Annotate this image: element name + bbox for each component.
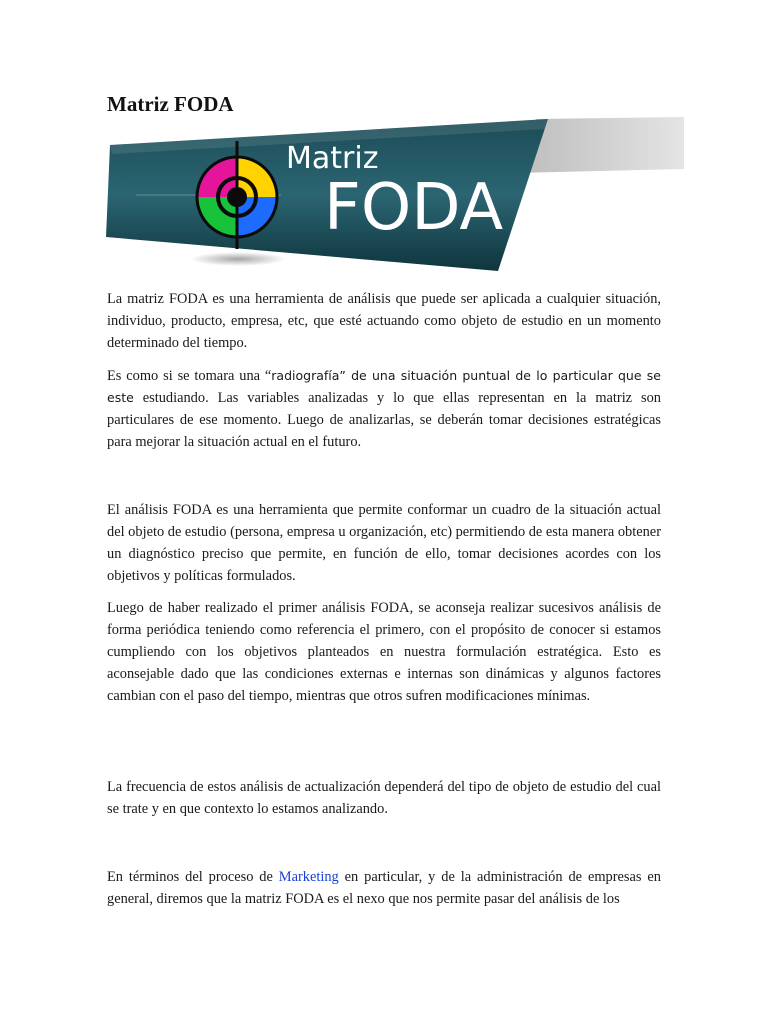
paragraph-intro: La matriz FODA es una herramienta de análisis que puede ser aplicada a cualquier situación, individuo, producto, empresa, etc, que esté actuando como objeto de estudio en un momento determinado del tiempo. <box>107 291 661 351</box>
banner-word-matriz: Matriz <box>286 141 379 176</box>
banner-word-foda: FODA <box>324 171 504 245</box>
paragraph-frecuencia: La frecuencia de estos análisis de actualización dependerá del tipo de objeto de estudio del cual se trate y en que contexto lo estamos analizando. <box>107 779 661 817</box>
page-title: Matriz FODA <box>107 92 234 116</box>
target-shadow <box>190 252 286 266</box>
matriz-foda-banner <box>106 117 686 273</box>
paragraph-radiografia-start: Es como si se tomara una “ <box>107 368 272 384</box>
paragraph-marketing-start: En términos del proceso de <box>107 869 279 885</box>
marketing-link[interactable]: Marketing <box>278 869 339 885</box>
paragraph-marketing-end: en particular, y de la administración de empresas en general, diremos que la matriz FODA es el nexo que nos permite pasar del análisis de los <box>107 869 661 907</box>
paragraph-analisis-foda: El análisis FODA es una herramienta que permite conformar un cuadro de la situación actual del objeto de estudio (persona, empresa u organización, etc) permitiendo de esta manera obtener un diagnóstico preciso que permite, en función de ello, tomar decisiones acordes con los objetivos y políticas formulados. <box>107 502 661 584</box>
paragraph-radiografia-end: estudiando. Las variables analizadas y lo que ellas representan en la matriz son particulares de ese momento. Luego de analizarlas, se deberán tomar decisiones estratégicas para mejorar la situación actual en el futuro. <box>107 390 661 450</box>
paragraph-marketing <box>107 866 661 910</box>
paragraph-radiografia-sans-fragment: radiografía” de una situación puntual de lo particular que se este <box>107 368 661 405</box>
paragraph-radiografia <box>107 365 661 453</box>
paragraph-sucesivos-analisis: Luego de haber realizado el primer análisis FODA, se aconseja realizar sucesivos análisis de forma periódica teniendo como referencia el primero, con el propósito de conocer si estamos cumpliendo con los objetivos planteados en nuestra formulación estratégica. Esto es aconsejable dado que las condiciones externas e internas son dinámicas y algunos factores cambian con el paso del tiempo, mientras que otros sufren modificaciones mínimas. <box>107 600 661 704</box>
